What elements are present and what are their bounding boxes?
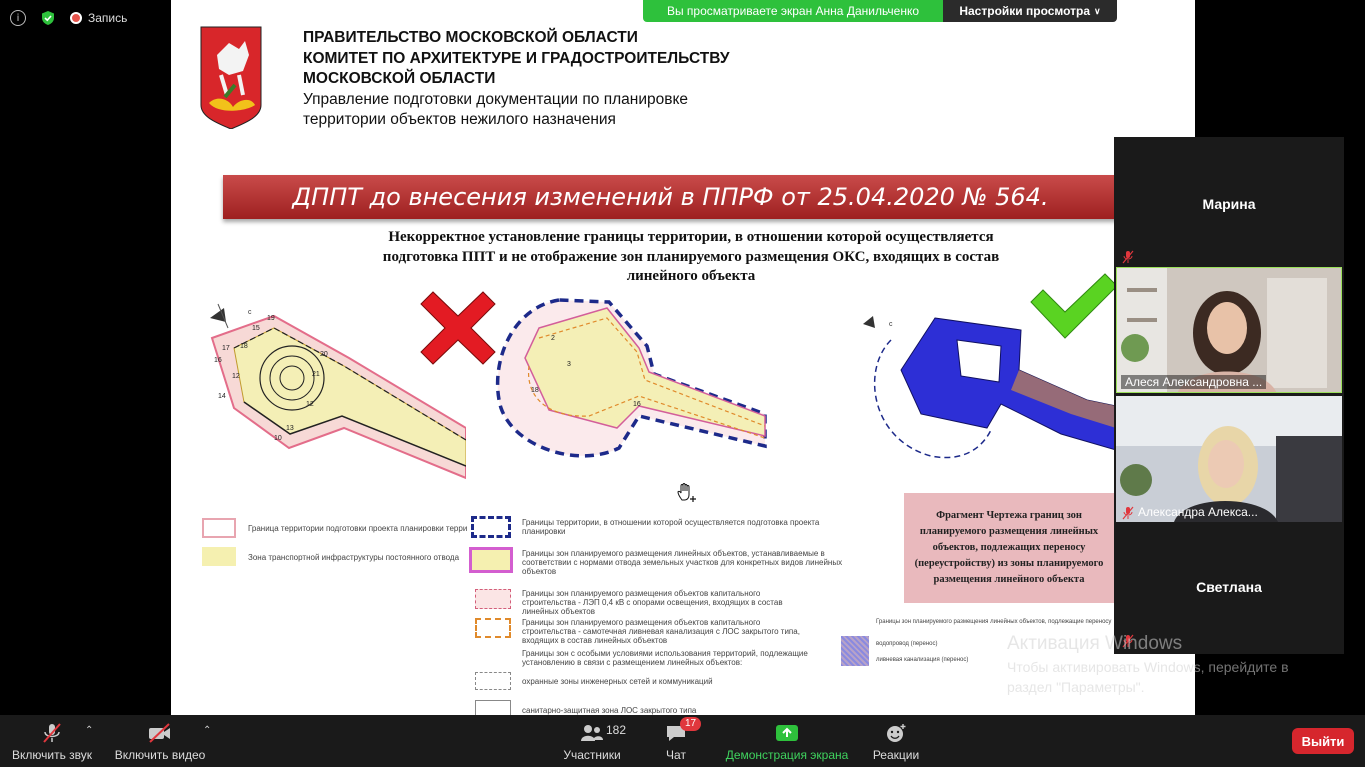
legend-text: водопровод (перенос): [876, 641, 938, 647]
start-video-label: Включить видео: [114, 748, 206, 762]
plan-drawing-right: [861, 310, 1116, 482]
legend-text: Границы территории, в отношении которой осуществляется подготовка проекта планировки: [522, 518, 820, 536]
plan-number: 15: [252, 325, 260, 332]
participant-tile[interactable]: [1116, 139, 1342, 265]
subtitle-line: подготовка ППТ и не отображение зон планируемого размещения ОКС, входящих в состав: [382, 248, 1000, 265]
windows-activation-title: Активация Windows: [1007, 633, 1183, 654]
plan-number: 14: [218, 393, 226, 400]
north-arrow-icon: [863, 316, 893, 328]
unmute-button[interactable]: [8, 715, 96, 767]
shared-screen: [171, 0, 1195, 715]
legend-swatch: [841, 636, 869, 666]
plan-number: 2: [551, 335, 555, 342]
info-icon[interactable]: i: [10, 10, 26, 26]
chat-label: Чат: [666, 748, 686, 762]
legend-text: Зона транспортной инфраструктуры постоянного отвода: [248, 553, 460, 562]
chevron-up-icon[interactable]: ⌃: [203, 725, 212, 736]
plan-number: 18: [240, 343, 248, 350]
plan-number: 3: [567, 361, 571, 368]
subtitle-line: линейного объекта: [626, 268, 756, 284]
participants-panel: [1114, 137, 1344, 654]
subtitle-line: Некорректное установление границы территории, в отношении которой осуществляется: [388, 229, 994, 245]
org-header: [303, 28, 729, 130]
plan-number: 20: [320, 351, 328, 358]
participant-name: Марина: [1202, 196, 1256, 212]
north-label: с: [889, 321, 893, 328]
video-feed-image: [1116, 396, 1342, 522]
participants-label: Участники: [563, 748, 621, 762]
record-dot-icon: [70, 12, 82, 24]
org-subline: Управление подготовки документации по планировке: [303, 90, 689, 108]
reactions-label: Реакции: [872, 748, 920, 762]
windows-activation-text: Чтобы активировать Windows, перейдите в раздел "Параметры".: [1007, 659, 1289, 695]
leave-meeting-button[interactable]: Выйти: [1292, 728, 1354, 754]
legend-swatch: [469, 547, 513, 573]
org-line: МОСКОВСКОЙ ОБЛАСТИ: [303, 70, 496, 87]
participant-name: Светлана: [1196, 579, 1262, 595]
coat-of-arms-icon: [199, 25, 263, 129]
north-arrow-icon: [210, 304, 252, 328]
fragment-caption: [904, 493, 1114, 603]
plan-number: 16: [633, 401, 641, 408]
plan-number: 17: [222, 345, 230, 352]
mic-muted-icon: [40, 722, 64, 744]
legend-swatch: [471, 516, 511, 538]
legend-text: ливневая канализация (перенос): [876, 657, 969, 663]
participant-name: Алеся Александровна ...: [1121, 375, 1266, 389]
incorrect-cross-icon: [417, 288, 499, 368]
legend-swatch: [475, 589, 511, 609]
plan-number: 13: [286, 425, 294, 432]
reactions-button[interactable]: [868, 715, 924, 767]
plan-drawing-middle: [489, 288, 769, 468]
legend-text: санитарно-защитная зона ЛОС закрытого типа: [522, 706, 697, 715]
slide-title-banner: [223, 175, 1118, 219]
mic-muted-icon: [1122, 506, 1134, 520]
legend-text: Границы зон планируемого размещения линейных объектов, устанавливаемые в соответствии с нормами отвода земельных участков для конкретных видов линейных объектов: [522, 549, 843, 576]
share-banner: [643, 0, 1117, 22]
hand-cursor-icon: [675, 482, 697, 502]
plan-number: 18: [531, 387, 539, 394]
participant-video-tile[interactable]: [1116, 396, 1342, 522]
meeting-toolbar: [0, 715, 1365, 767]
legend-text: охранные зоны инженерных сетей и коммуникаций: [522, 677, 713, 686]
participant-video-tile[interactable]: [1116, 267, 1342, 393]
mic-muted-icon: [1122, 250, 1134, 264]
north-label: с: [248, 309, 252, 316]
legend-swatch: [475, 700, 511, 715]
plan-number: 16: [214, 357, 222, 364]
org-line: ПРАВИТЕЛЬСТВО МОСКОВСКОЙ ОБЛАСТИ: [303, 29, 638, 46]
record-indicator[interactable]: [70, 11, 127, 25]
view-settings-label: Настройки просмотра: [959, 4, 1091, 18]
legend-text: Границы зон планируемого размещения объектов капитального строительства - самотечная ливневая канализация с ЛОС закрытого типа, входящих в состав линейных объектов: [522, 618, 800, 645]
legend-swatch: [202, 547, 236, 566]
slide-subtitle: [321, 228, 1061, 287]
org-subline: территории объектов нежилого назначения: [303, 110, 616, 128]
viewing-notice: Вы просматриваете экран Анна Данильченко: [643, 0, 943, 22]
chevron-down-icon: ∨: [1094, 5, 1101, 16]
shield-icon[interactable]: [40, 10, 56, 26]
start-video-button[interactable]: [112, 715, 208, 767]
chat-unread-badge: 17: [680, 717, 701, 731]
legend-text: Границы зон с особыми условиями использования территорий, подлежащие установлению в связи с размещением линейных объектов:: [522, 649, 808, 667]
share-screen-icon: [774, 722, 800, 744]
unmute-label: Включить звук: [11, 748, 93, 762]
plan-number: 10: [274, 435, 282, 442]
participants-count: 182: [606, 723, 627, 737]
plan-number: 21: [312, 371, 320, 378]
participants-icon: [579, 722, 605, 744]
org-line: КОМИТЕТ ПО АРХИТЕКТУРЕ И ГРАДОСТРОИТЕЛЬСТВУ: [303, 49, 730, 67]
record-label: Запись: [88, 11, 128, 25]
legend-text: Граница территории подготовки проекта планировки терри: [248, 524, 468, 533]
legend-swatch: [475, 618, 511, 638]
chevron-up-icon[interactable]: ⌃: [85, 725, 94, 736]
slide-title: ДППТ до внесения изменений в ППРФ от 25.04.2020 № 564.: [292, 183, 1049, 211]
share-screen-button[interactable]: [722, 715, 852, 767]
smiley-icon: [884, 722, 908, 744]
share-screen-label: Демонстрация экрана: [725, 748, 849, 762]
status-bar: [10, 10, 127, 26]
video-off-icon: [147, 722, 173, 744]
plan-number: 12: [306, 401, 314, 408]
legend-text: Границы зон планируемого размещения объектов капитального строительства - ЛЭП 0,4 кВ с опорами освещения, входящих в состав линейных объектов: [522, 589, 783, 616]
legend-text: Границы зон планируемого размещения линейных объектов, подлежащие переносу: [876, 619, 1112, 625]
plan-number: 19: [267, 315, 275, 322]
plan-number: 12: [232, 373, 240, 380]
view-settings-button[interactable]: [943, 0, 1117, 22]
fragment-caption-text: Фрагмент Чертежа границ зон планируемого размещения линейных объектов, подлежащих переносу (переустройству) из зоны планируемого размещения линейного объекта: [914, 510, 1104, 585]
participant-name: Александра Алекса...: [1138, 505, 1258, 519]
legend-swatch: [202, 518, 236, 538]
legend-swatch: [475, 672, 511, 690]
